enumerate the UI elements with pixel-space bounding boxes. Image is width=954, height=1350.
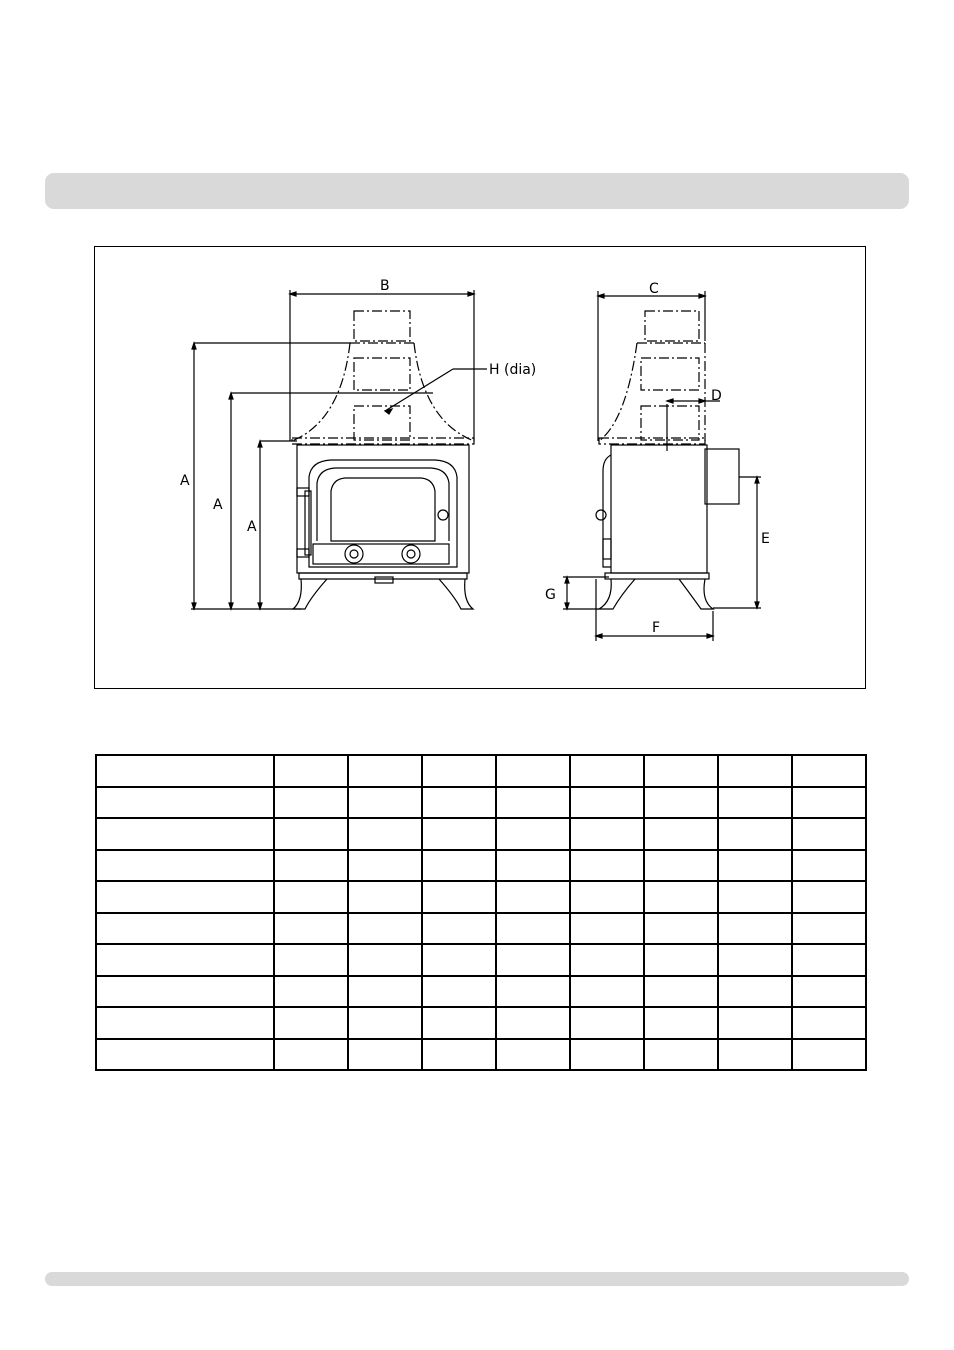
table-row — [96, 976, 866, 1008]
table-cell — [718, 787, 792, 819]
label-f: F — [652, 620, 661, 636]
table-cell — [348, 881, 422, 913]
table-row — [96, 1039, 866, 1071]
side-view-drawing — [596, 311, 739, 609]
table-cell — [348, 850, 422, 882]
label-a-outer: A — [180, 473, 190, 489]
table-cell — [718, 881, 792, 913]
footer-bar — [45, 1272, 909, 1286]
table-cell — [348, 1039, 422, 1071]
table-cell — [274, 913, 348, 945]
table-cell — [718, 755, 792, 787]
table-cell — [570, 913, 644, 945]
table-cell — [792, 1039, 866, 1071]
table-cell — [422, 787, 496, 819]
table-cell — [496, 976, 570, 1008]
label-h: H (dia) — [489, 362, 537, 378]
table-cell — [96, 850, 274, 882]
dimension-h-leader — [385, 369, 487, 414]
dimension-a-lines — [191, 343, 433, 609]
table-cell — [570, 1039, 644, 1071]
table-cell — [496, 881, 570, 913]
table-cell — [718, 913, 792, 945]
table-row — [96, 1007, 866, 1039]
table-cell — [422, 850, 496, 882]
dimension-b — [290, 290, 474, 441]
table-row — [96, 787, 866, 819]
table-cell — [274, 850, 348, 882]
table-cell — [348, 913, 422, 945]
table-cell — [274, 787, 348, 819]
table-cell — [496, 1039, 570, 1071]
table-cell — [644, 850, 718, 882]
table-cell — [792, 976, 866, 1008]
table-cell — [274, 1007, 348, 1039]
label-b: B — [380, 278, 390, 294]
dimension-c — [598, 291, 705, 441]
table-cell — [718, 850, 792, 882]
table-cell — [644, 1007, 718, 1039]
table-cell — [348, 755, 422, 787]
table-cell — [96, 755, 274, 787]
table-cell — [422, 1039, 496, 1071]
dimension-e — [713, 477, 761, 608]
table-cell — [422, 755, 496, 787]
label-d: D — [711, 388, 722, 404]
table-cell — [570, 755, 644, 787]
table-cell — [644, 755, 718, 787]
label-c: C — [649, 281, 659, 297]
table-cell — [274, 881, 348, 913]
table-cell — [96, 1007, 274, 1039]
label-a-inner: A — [247, 519, 257, 535]
table-cell — [422, 976, 496, 1008]
table-cell — [718, 1007, 792, 1039]
table-cell — [96, 913, 274, 945]
table-cell — [496, 755, 570, 787]
table-cell — [792, 913, 866, 945]
label-g: G — [545, 587, 556, 603]
label-e: E — [761, 531, 770, 547]
front-view-drawing — [292, 311, 474, 609]
table-cell — [644, 787, 718, 819]
table-cell — [96, 881, 274, 913]
section-header-bar — [45, 173, 909, 209]
table-cell — [718, 818, 792, 850]
table-row — [96, 755, 866, 787]
table-cell — [96, 1039, 274, 1071]
table-cell — [644, 881, 718, 913]
dimension-g — [563, 577, 609, 609]
table-cell — [348, 1007, 422, 1039]
table-cell — [422, 881, 496, 913]
table-cell — [644, 818, 718, 850]
table-cell — [274, 1039, 348, 1071]
table-cell — [644, 944, 718, 976]
table-cell — [348, 787, 422, 819]
table-cell — [644, 1039, 718, 1071]
table-cell — [348, 944, 422, 976]
table-cell — [718, 944, 792, 976]
table-row — [96, 881, 866, 913]
table-row — [96, 850, 866, 882]
table-cell — [422, 818, 496, 850]
table-row — [96, 944, 866, 976]
table-cell — [274, 944, 348, 976]
stove-dimensions-diagram — [94, 246, 866, 689]
table-cell — [792, 881, 866, 913]
table-cell — [496, 850, 570, 882]
table-cell — [570, 881, 644, 913]
table-cell — [274, 976, 348, 1008]
table-cell — [570, 850, 644, 882]
table-cell — [718, 976, 792, 1008]
table-cell — [96, 787, 274, 819]
table-cell — [422, 913, 496, 945]
table-cell — [96, 818, 274, 850]
table-cell — [792, 944, 866, 976]
table-cell — [496, 818, 570, 850]
table-cell — [792, 787, 866, 819]
table-cell — [792, 818, 866, 850]
table-cell — [644, 913, 718, 945]
table-cell — [274, 818, 348, 850]
table-row — [96, 913, 866, 945]
table-cell — [570, 944, 644, 976]
table-cell — [570, 1007, 644, 1039]
table-cell — [422, 944, 496, 976]
table-cell — [496, 1007, 570, 1039]
table-cell — [496, 944, 570, 976]
label-a-middle: A — [213, 497, 223, 513]
table-cell — [570, 818, 644, 850]
table-row — [96, 818, 866, 850]
table-cell — [96, 976, 274, 1008]
table-cell — [496, 913, 570, 945]
table-cell — [570, 976, 644, 1008]
table-cell — [792, 755, 866, 787]
table-cell — [570, 787, 644, 819]
table-cell — [422, 1007, 496, 1039]
table-cell — [96, 944, 274, 976]
table-cell — [496, 787, 570, 819]
table-cell — [718, 1039, 792, 1071]
table-cell — [348, 976, 422, 1008]
table-cell — [644, 976, 718, 1008]
table-cell — [348, 818, 422, 850]
table-cell — [274, 755, 348, 787]
dimensions-table — [95, 754, 867, 1071]
table-cell — [792, 850, 866, 882]
table-cell — [792, 1007, 866, 1039]
